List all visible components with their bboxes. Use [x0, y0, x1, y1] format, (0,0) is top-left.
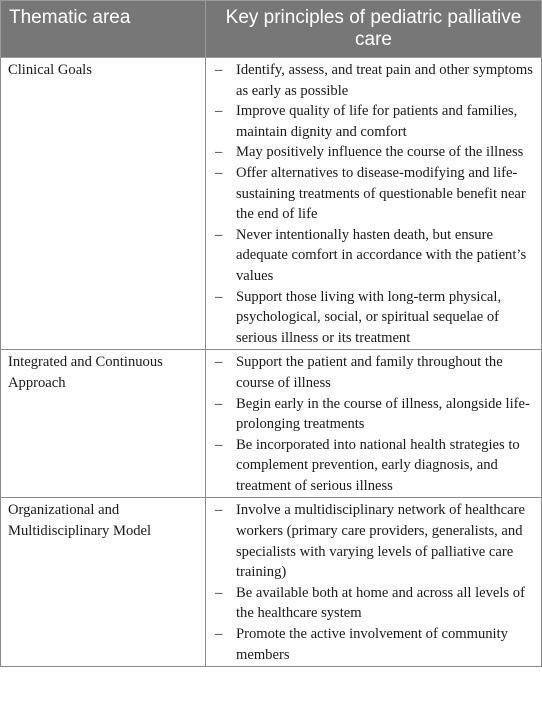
bullet-dash: – [215, 103, 223, 120]
principles-list [206, 60, 535, 348]
principle-text: Be available both at home and across all levels of the healthcare system [236, 584, 525, 622]
list-item [206, 101, 535, 142]
list-item [206, 142, 535, 163]
header-key-principles: Key principles of pediatric palliative care [206, 1, 542, 58]
bullet-dash: – [215, 288, 223, 305]
bullet-dash: – [215, 226, 223, 243]
principle-text: Identify, assess, and treat pain and other symptoms as early as possible [236, 62, 533, 99]
table-row [1, 58, 542, 350]
bullet-dash: – [215, 502, 223, 519]
bullet-dash: – [215, 62, 223, 78]
principles-cell [206, 498, 542, 667]
bullet-dash: – [215, 395, 223, 412]
thematic-area-cell: Organizational and Multidisciplinary Model [1, 498, 206, 667]
table-header-row [1, 1, 542, 58]
table-row [1, 498, 542, 667]
table-row [1, 350, 542, 498]
bullet-dash: – [215, 626, 223, 643]
list-item [206, 394, 535, 435]
list-item [206, 500, 535, 582]
list-item [206, 583, 535, 624]
principle-text: Promote the active involvement of community members [236, 626, 508, 663]
bullet-dash: – [215, 436, 223, 453]
principle-text: May positively influence the course of the illness [236, 144, 524, 161]
principle-text: Support those living with long-term physical, psychological, social, or spiritual sequelae of serious illness or its treatment [236, 288, 502, 346]
principles-list [206, 352, 535, 496]
principles-cell [206, 58, 542, 350]
list-item [206, 435, 535, 497]
principle-text: Support the patient and family throughout the course of illness [236, 354, 503, 391]
bullet-dash: – [215, 584, 223, 601]
list-item [206, 225, 535, 287]
principle-text: Offer alternatives to disease-modifying and life-sustaining treatments of questionable benefit near the end of life [236, 164, 526, 223]
principle-text: Improve quality of life for patients and families, maintain dignity and comfort [236, 103, 518, 140]
list-item [206, 163, 535, 225]
header-thematic-area: Thematic area [1, 1, 206, 58]
principle-text: Be incorporated into national health strategies to complement prevention, early diagnosis, and treatment of serious illness [236, 436, 520, 494]
thematic-area-cell: Clinical Goals [1, 58, 206, 350]
list-item [206, 352, 535, 393]
principles-list [206, 500, 535, 665]
thematic-area-cell: Integrated and Continuous Approach [1, 350, 206, 498]
principle-text: Begin early in the course of illness, alongside life-prolonging treatments [236, 395, 530, 433]
principle-text: Involve a multidisciplinary network of healthcare workers (primary care providers, generalists, and specialists with varying levels of palliative care training) [236, 502, 525, 581]
list-item [206, 60, 535, 101]
bullet-dash: – [215, 164, 223, 181]
bullet-dash: – [215, 354, 223, 371]
bullet-dash: – [215, 144, 223, 161]
list-item [206, 287, 535, 349]
list-item [206, 624, 535, 665]
principle-text: Never intentionally hasten death, but ensure adequate comfort in accordance with the patient’s values [236, 226, 527, 284]
principles-cell [206, 350, 542, 498]
